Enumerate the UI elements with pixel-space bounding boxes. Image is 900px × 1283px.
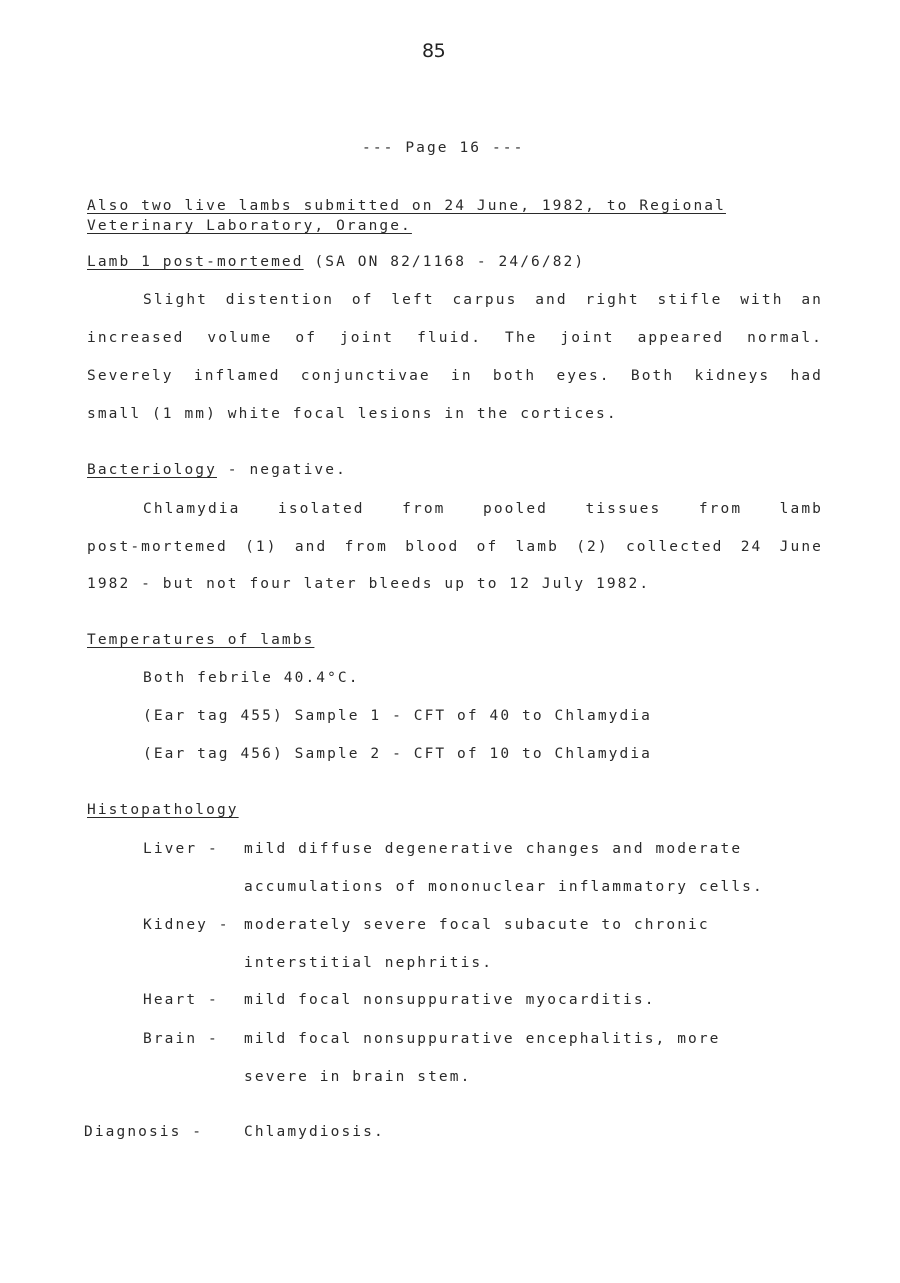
lamb1-reference: (SA ON 82/1168 - 24/6/82)	[303, 254, 586, 270]
lamb1-line-1: Slight distention of left carpus and right stifle with an	[143, 292, 823, 308]
bacteriology-heading: Bacteriology	[87, 462, 217, 478]
histo-liver-line-2: accumulations of mononuclear inflammatory cells.	[244, 879, 764, 895]
histo-kidney-line-1: moderately severe focal subacute to chronic	[244, 917, 710, 933]
bacteriology-heading-line	[87, 462, 347, 478]
bacteriology-line-2: post-mortemed (1) and from blood of lamb (2) collected 24 June	[87, 539, 823, 555]
lamb1-line-4: small (1 mm) white focal lesions in the cortices.	[87, 406, 618, 422]
diagnosis-label: Diagnosis -	[84, 1124, 204, 1140]
intro-line-2: Veterinary Laboratory, Orange.	[87, 218, 412, 234]
diagnosis-value: Chlamydiosis.	[244, 1124, 385, 1140]
histo-kidney-line-2: interstitial nephritis.	[244, 955, 494, 971]
histo-liver-label: Liver -	[143, 841, 219, 857]
intro-line-1: Also two live lambs submitted on 24 June, 1982, to Regional	[87, 198, 726, 214]
histo-brain-line-2: severe in brain stem.	[244, 1069, 472, 1085]
temperatures-line-2: (Ear tag 455) Sample 1 - CFT of 40 to Chlamydia	[143, 708, 652, 724]
lamb1-heading: Lamb 1 post-mortemed	[87, 254, 304, 270]
histo-brain-label: Brain -	[143, 1031, 219, 1047]
histo-brain-line-1: mild focal nonsuppurative encephalitis, more	[244, 1031, 721, 1047]
histopathology-heading: Histopathology	[87, 802, 239, 818]
histo-heart-line-1: mild focal nonsuppurative myocarditis.	[244, 992, 656, 1008]
lamb1-heading-line	[87, 254, 585, 270]
page-number: 85	[422, 40, 446, 62]
lamb1-line-3: Severely inflamed conjunctivae in both eyes. Both kidneys had	[87, 368, 823, 384]
temperatures-line-1: Both febrile 40.4°C.	[143, 670, 360, 686]
histo-liver-line-1: mild diffuse degenerative changes and moderate	[244, 841, 743, 857]
bacteriology-result: - negative.	[216, 462, 347, 478]
lamb1-line-2: increased volume of joint fluid. The joint appeared normal.	[87, 330, 823, 346]
bacteriology-line-1: Chlamydia isolated from pooled tissues from lamb	[143, 501, 823, 517]
temperatures-heading: Temperatures of lambs	[87, 632, 315, 648]
temperatures-line-3: (Ear tag 456) Sample 2 - CFT of 10 to Chlamydia	[143, 746, 652, 762]
histo-kidney-label: Kidney -	[143, 917, 230, 933]
bacteriology-line-3: 1982 - but not four later bleeds up to 12 July 1982.	[87, 576, 651, 592]
histo-heart-label: Heart -	[143, 992, 219, 1008]
page-header: --- Page 16 ---	[362, 140, 525, 156]
